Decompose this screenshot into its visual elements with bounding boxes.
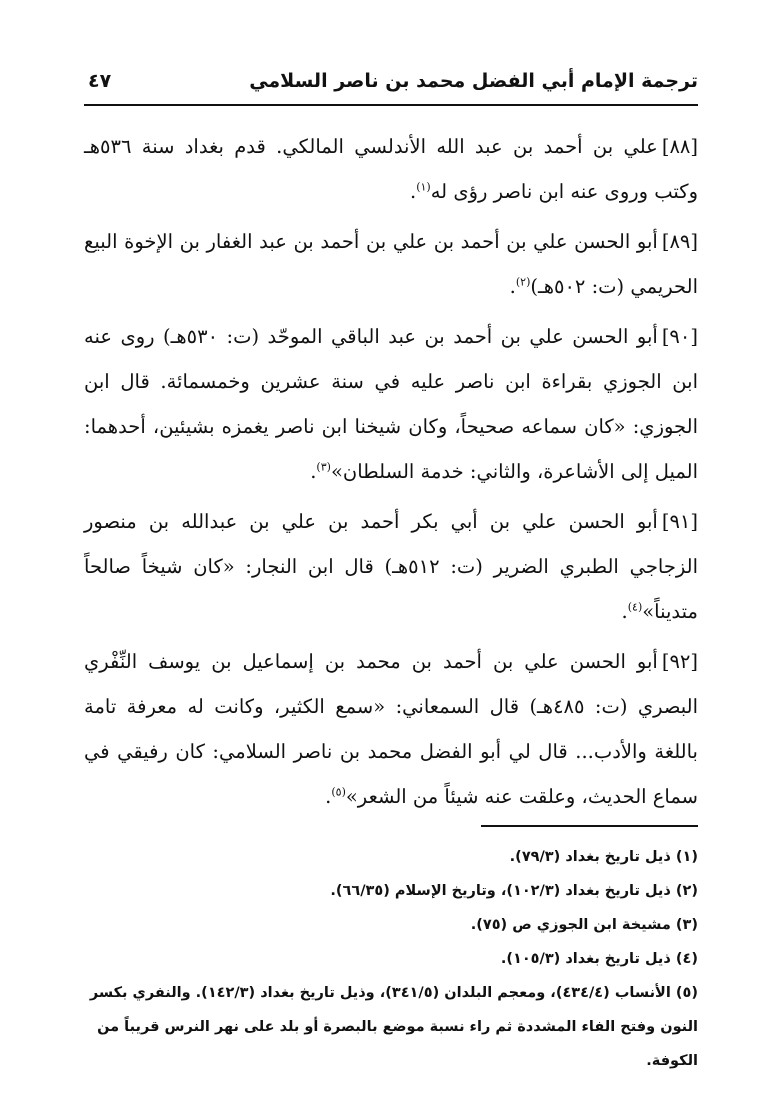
entry-text: أبو الحسن علي بن أبي بكر أحمد بن علي بن عبدالله بن منصور الزجاجي الطبري الضرير (ت: ٥١٢هـ) قال ابن النجار: «كان شيخاً صالحاً متديناً»: [84, 510, 698, 623]
entry-92: [84, 639, 698, 819]
entry-tail: .: [310, 460, 317, 483]
footnote-ref[interactable]: (٥): [331, 785, 346, 799]
footnote-5: (٥) الأنساب (٤٣٤/٤)، ومعجم البلدان (٣٤١/٥)، وذيل تاريخ بغداد (١٤٢/٣). والنفري بكسر النون وفتح الفاء المشددة ثم راء نسبة موضع بالبصرة أو بلد على نهر النرس قريباً من الكوفة.: [89, 985, 698, 1069]
footnote-1: (١) ذيل تاريخ بغداد (٧٩/٣).: [509, 849, 698, 865]
entry-number: [٨٨]: [661, 135, 698, 158]
footnote-separator: [481, 825, 698, 827]
entry-number: [٩١]: [661, 510, 698, 533]
entry-number: [٩٠]: [661, 325, 698, 348]
footnote-ref[interactable]: (٢): [515, 275, 531, 289]
footnote-ref[interactable]: (١): [416, 180, 431, 194]
footnote-3: (٣) مشيخة ابن الجوزي ص (٧٥).: [470, 917, 698, 933]
entry-number: [٩٢]: [661, 650, 698, 673]
footnote-ref[interactable]: (٤): [627, 600, 643, 614]
entry-tail: .: [410, 180, 417, 203]
entry-text: أبو الحسن علي بن أحمد بن عبد الباقي الموحّد (ت: ٥٣٠هـ) روى عنه ابن الجوزي بقراءة ابن ناصر عليه في سنة عشرين وخمسمائة. قال ابن الجوزي: «كان سماعه صحيحاً، وكان شيخنا ابن ناصر يغمزه بشيئين، أحدهما: الميل إلى الأشاعرة، والثاني: خدمة السلطان»: [84, 325, 698, 483]
page-number: ٤٧: [88, 70, 112, 92]
entry-number: [٨٩]: [661, 230, 698, 253]
footnote-4: (٤) ذيل تاريخ بغداد (١٠٥/٣).: [500, 951, 698, 967]
entry-text: أبو الحسن علي بن أحمد بن محمد بن إسماعيل بن يوسف النِّفْري البصري (ت: ٤٨٥هـ) قال السمعاني: «سمع الكثير، وكانت له معرفة تامة باللغة والأدب... قال لي أبو الفضل محمد بن ناصر السلامي: كان رفيقي في سماع الحديث، وعلقت عنه شيئاً من الشعر»: [84, 650, 699, 808]
entry-tail: .: [509, 275, 516, 298]
footnote-ref[interactable]: (٣): [316, 460, 331, 474]
entry-90: [84, 314, 698, 494]
entry-88: [84, 124, 698, 214]
body-text: [84, 124, 698, 824]
entry-91: [84, 499, 698, 634]
entry-text: أبو الحسن علي بن أحمد بن علي بن أحمد بن عبد الغفار بن الإخوة البيع الحريمي (ت: ٥٠٢هـ): [84, 230, 698, 298]
header-rule: [84, 104, 698, 106]
footnotes: [84, 840, 698, 1078]
running-header: [84, 62, 698, 102]
entry-89: [84, 219, 698, 309]
header-title: ترجمة الإمام أبي الفضل محمد بن ناصر السلامي: [249, 70, 698, 92]
entry-text: علي بن أحمد بن عبد الله الأندلسي المالكي. قدم بغداد سنة ٥٣٦هـ وكتب وروى عنه ابن ناصر رؤى له: [84, 135, 698, 203]
footnote-2: (٢) ذيل تاريخ بغداد (١٠٢/٣)، وتاريخ الإسلام (٦٦/٣٥).: [330, 883, 698, 899]
entry-tail: .: [325, 785, 332, 808]
entry-tail: .: [621, 600, 628, 623]
